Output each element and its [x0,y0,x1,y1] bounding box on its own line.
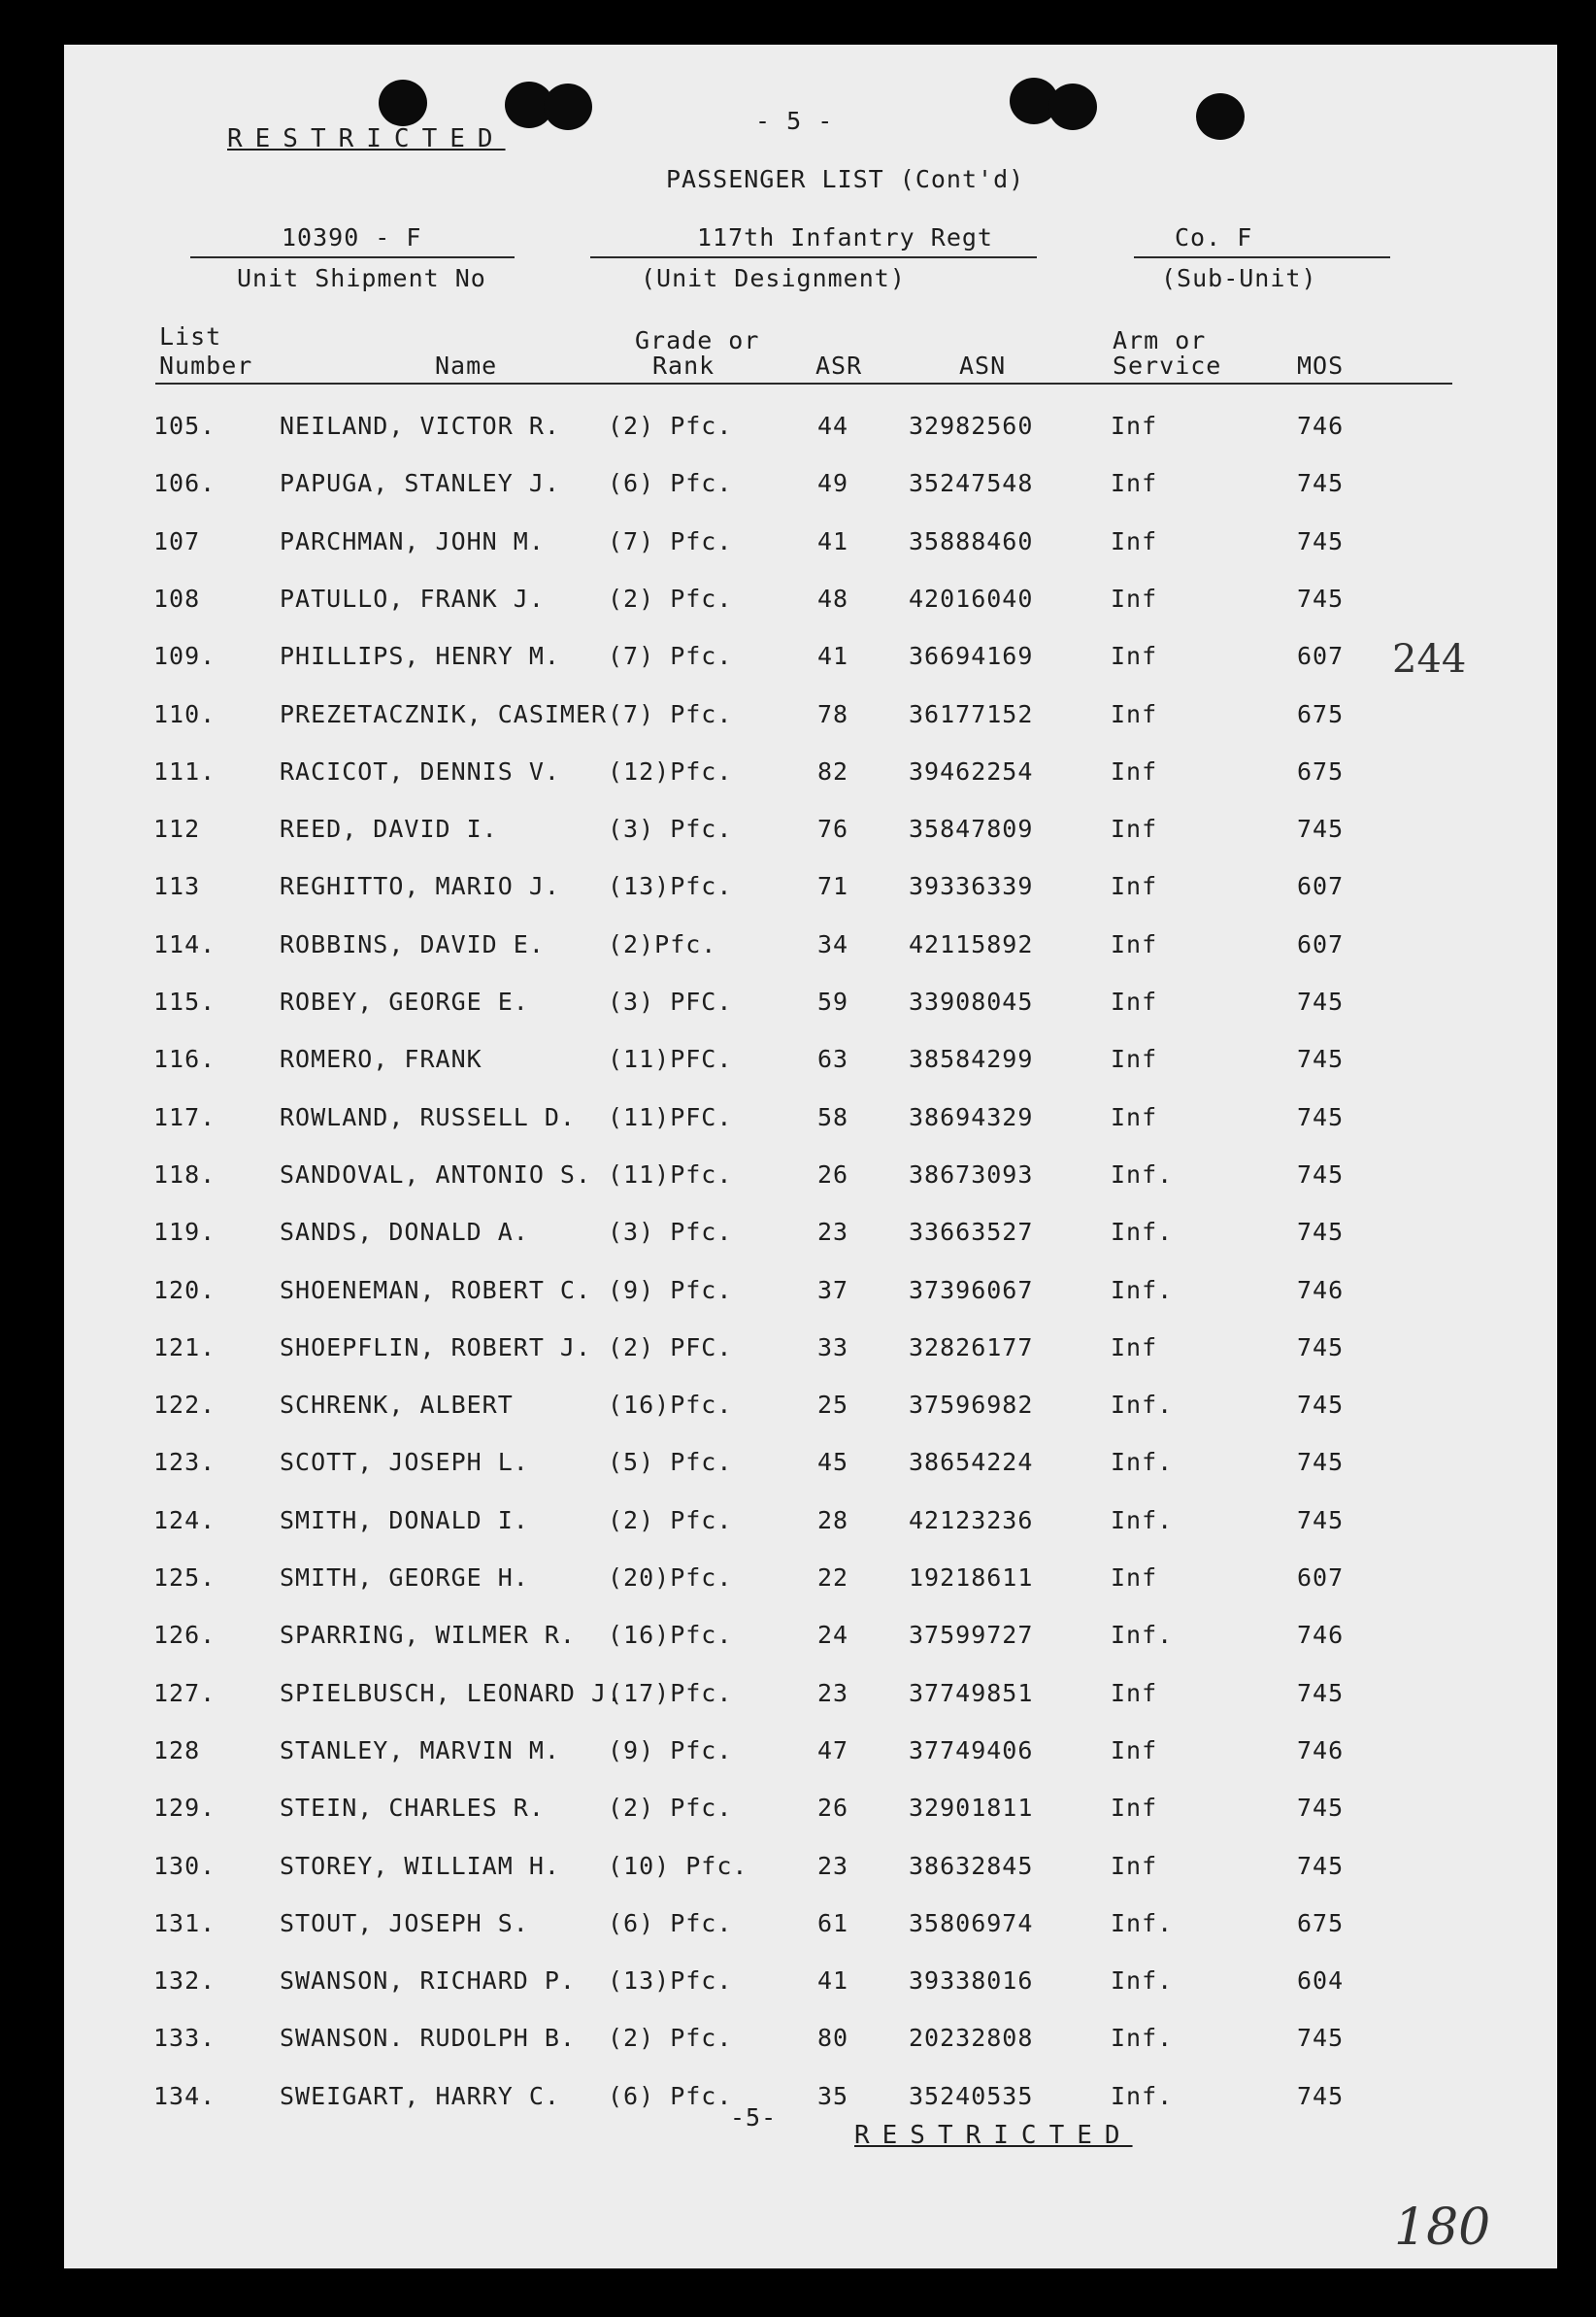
table-row [0,1909,1596,1948]
table-row [0,1391,1596,1429]
asn-number: 38673093 [909,1160,1034,1189]
grade-rank: (17)Pfc. [608,1679,733,1707]
table-row [0,1621,1596,1660]
table-row [0,1103,1596,1142]
passenger-name: REED, DAVID I. [280,815,498,843]
table-row [0,1563,1596,1602]
mos-code: 746 [1297,1736,1345,1764]
arm-service: Inf [1111,469,1158,497]
asr-score: 35 [817,2082,849,2110]
grade-rank: (7) Pfc. [608,527,733,555]
arm-service: Inf [1111,1794,1158,1822]
asr-score: 76 [817,815,849,843]
arm-service: Inf [1111,412,1158,440]
footer-page-mark: -5- [730,2103,778,2132]
mos-code: 745 [1297,527,1345,555]
asr-score: 63 [817,1045,849,1073]
asn-number: 42115892 [909,930,1034,958]
list-number: 134. [153,2082,216,2110]
asr-score: 61 [817,1909,849,1937]
passenger-name: SANDS, DONALD A. [280,1218,529,1246]
passenger-name: SHOENEMAN, ROBERT C. [280,1276,592,1304]
mos-code: 745 [1297,469,1345,497]
arm-service: Inf [1111,1563,1158,1592]
arm-service: Inf [1111,1045,1158,1073]
grade-rank: (13)Pfc. [608,872,733,900]
list-number: 107 [153,527,201,555]
passenger-name: SWANSON, RICHARD P. [280,1966,576,1995]
mos-code: 746 [1297,1276,1345,1304]
arm-service: Inf. [1111,1218,1174,1246]
mos-code: 604 [1297,1966,1345,1995]
asr-score: 28 [817,1506,849,1534]
mos-code: 675 [1297,1909,1345,1937]
list-number: 106. [153,469,216,497]
restricted-header: RESTRICTED [227,124,506,153]
handwritten-side-number: 244 [1392,637,1467,682]
arm-service: Inf. [1111,1621,1174,1649]
grade-rank: (9) Pfc. [608,1276,733,1304]
grade-rank: (2) Pfc. [608,1794,733,1822]
passenger-name: SWANSON. RUDOLPH B. [280,2024,576,2052]
arm-service: Inf [1111,1679,1158,1707]
asr-score: 41 [817,642,849,670]
punch-hole-6 [1196,93,1245,140]
arm-service: Inf. [1111,1506,1174,1534]
grade-rank: (16)Pfc. [608,1391,733,1419]
arm-service: Inf [1111,642,1158,670]
arm-service: Inf [1111,872,1158,900]
mos-code: 745 [1297,1160,1345,1189]
mos-code: 745 [1297,585,1345,613]
unit-designation-label: (Unit Designment) [641,264,906,292]
arm-service: Inf. [1111,1909,1174,1937]
asn-number: 37596982 [909,1391,1034,1419]
mos-code: 745 [1297,1103,1345,1131]
mos-code: 675 [1297,757,1345,786]
arm-service: Inf. [1111,1276,1174,1304]
passenger-name: SPIELBUSCH, LEONARD J. [280,1679,623,1707]
list-number: 113 [153,872,201,900]
arm-service: Inf [1111,815,1158,843]
list-number: 126. [153,1621,216,1649]
passenger-name: SPARRING, WILMER R. [280,1621,576,1649]
grade-rank: (3) Pfc. [608,1218,733,1246]
passenger-name: STOUT, JOSEPH S. [280,1909,529,1937]
arm-service: Inf. [1111,1966,1174,1995]
mos-code: 745 [1297,1333,1345,1361]
asn-number: 33663527 [909,1218,1034,1246]
asn-number: 38632845 [909,1852,1034,1880]
mos-code: 745 [1297,815,1345,843]
col-header-number: Number [159,352,253,380]
grade-rank: (11)PFC. [608,1103,733,1131]
grade-rank: (7) Pfc. [608,642,733,670]
col-header-grade: Grade or [635,326,760,354]
page-number: - 5 - [755,107,834,135]
passenger-name: ROBBINS, DAVID E. [280,930,545,958]
list-number: 127. [153,1679,216,1707]
mos-code: 745 [1297,1506,1345,1534]
asr-score: 78 [817,700,849,728]
passenger-name: STEIN, CHARLES R. [280,1794,545,1822]
arm-service: Inf. [1111,2082,1174,2110]
punch-hole-3 [544,84,592,130]
list-number: 124. [153,1506,216,1534]
asr-score: 41 [817,527,849,555]
table-row [0,469,1596,508]
asr-score: 80 [817,2024,849,2052]
grade-rank: (3) PFC. [608,988,733,1016]
asn-number: 32901811 [909,1794,1034,1822]
grade-rank: (16)Pfc. [608,1621,733,1649]
mos-code: 745 [1297,2082,1345,2110]
col-header-asr: ASR [815,352,863,380]
document-title: PASSENGER LIST (Cont'd) [666,165,1025,193]
asr-score: 58 [817,1103,849,1131]
grade-rank: (2) Pfc. [608,585,733,613]
asn-number: 20232808 [909,2024,1034,2052]
asn-number: 35847809 [909,815,1034,843]
table-row [0,2082,1596,2121]
arm-service: Inf [1111,1333,1158,1361]
table-row [0,1218,1596,1257]
arm-service: Inf [1111,757,1158,786]
table-row [0,2024,1596,2063]
grade-rank: (6) Pfc. [608,469,733,497]
mos-code: 745 [1297,1448,1345,1476]
grade-rank: (3) Pfc. [608,815,733,843]
grade-rank: (2) Pfc. [608,1506,733,1534]
col-header-list: List [159,322,222,351]
mos-code: 745 [1297,1679,1345,1707]
passenger-name: SHOEPFLIN, ROBERT J. [280,1333,592,1361]
unit-shipment-label: Unit Shipment No [237,264,486,292]
asn-number: 35247548 [909,469,1034,497]
list-number: 133. [153,2024,216,2052]
list-number: 115. [153,988,216,1016]
arm-service: Inf. [1111,1448,1174,1476]
table-row [0,1045,1596,1084]
asr-score: 45 [817,1448,849,1476]
grade-rank: (5) Pfc. [608,1448,733,1476]
unit-designation: 117th Infantry Regt [697,223,993,252]
list-number: 109. [153,642,216,670]
list-number: 129. [153,1794,216,1822]
asn-number: 32982560 [909,412,1034,440]
grade-rank: (2) Pfc. [608,412,733,440]
asr-score: 23 [817,1852,849,1880]
asn-number: 39462254 [909,757,1034,786]
asn-number: 35888460 [909,527,1034,555]
arm-service: Inf [1111,1852,1158,1880]
sub-unit-label: (Sub-Unit) [1161,264,1317,292]
punch-hole-1 [379,80,427,126]
asr-score: 47 [817,1736,849,1764]
unit-designation-rule [590,256,1037,258]
passenger-name: ROWLAND, RUSSELL D. [280,1103,576,1131]
asn-number: 37396067 [909,1276,1034,1304]
asn-number: 36177152 [909,700,1034,728]
asr-score: 33 [817,1333,849,1361]
table-row [0,815,1596,854]
asn-number: 39338016 [909,1966,1034,1995]
mos-code: 607 [1297,1563,1345,1592]
asr-score: 22 [817,1563,849,1592]
table-row [0,1333,1596,1372]
list-number: 111. [153,757,216,786]
mos-code: 745 [1297,1045,1345,1073]
passenger-name: STANLEY, MARVIN M. [280,1736,560,1764]
passenger-name: SCHRENK, ALBERT [280,1391,514,1419]
asn-number: 38694329 [909,1103,1034,1131]
grade-rank: (13)Pfc. [608,1966,733,1995]
passenger-name: STOREY, WILLIAM H. [280,1852,560,1880]
list-number: 108 [153,585,201,613]
passenger-name: NEILAND, VICTOR R. [280,412,560,440]
col-header-mos: MOS [1297,352,1345,380]
mos-code: 607 [1297,930,1345,958]
table-row [0,527,1596,566]
table-row [0,1506,1596,1545]
asr-score: 37 [817,1276,849,1304]
passenger-name: SMITH, DONALD I. [280,1506,529,1534]
mos-code: 745 [1297,1391,1345,1419]
grade-rank: (2) Pfc. [608,2024,733,2052]
handwritten-corner-number: 180 [1394,2199,1491,2257]
asr-score: 25 [817,1391,849,1419]
mos-code: 745 [1297,1852,1345,1880]
asn-number: 42123236 [909,1506,1034,1534]
asr-score: 24 [817,1621,849,1649]
asn-number: 32826177 [909,1333,1034,1361]
table-row [0,1736,1596,1775]
table-row [0,1852,1596,1891]
grade-rank: (6) Pfc. [608,2082,733,2110]
list-number: 116. [153,1045,216,1073]
col-header-arm: Arm or [1113,326,1207,354]
list-number: 114. [153,930,216,958]
passenger-name: SWEIGART, HARRY C. [280,2082,560,2110]
passenger-name: SCOTT, JOSEPH L. [280,1448,529,1476]
passenger-name: SANDOVAL, ANTONIO S. [280,1160,592,1189]
asn-number: 33908045 [909,988,1034,1016]
table-row [0,1966,1596,2005]
asn-number: 19218611 [909,1563,1034,1592]
mos-code: 746 [1297,1621,1345,1649]
mos-code: 745 [1297,988,1345,1016]
list-number: 132. [153,1966,216,1995]
asn-number: 38584299 [909,1045,1034,1073]
asn-number: 37599727 [909,1621,1034,1649]
unit-shipment-no: 10390 - F [282,223,422,252]
passenger-name: REGHITTO, MARIO J. [280,872,560,900]
list-number: 105. [153,412,216,440]
table-row [0,1160,1596,1199]
mos-code: 607 [1297,872,1345,900]
mos-code: 745 [1297,2024,1345,2052]
grade-rank: (2)Pfc. [608,930,717,958]
asn-number: 42016040 [909,585,1034,613]
col-header-rank: Rank [652,352,715,380]
grade-rank: (10) Pfc. [608,1852,748,1880]
list-number: 131. [153,1909,216,1937]
list-number: 120. [153,1276,216,1304]
passenger-name: ROBEY, GEORGE E. [280,988,529,1016]
table-row [0,1448,1596,1487]
asr-score: 34 [817,930,849,958]
asr-score: 82 [817,757,849,786]
list-number: 122. [153,1391,216,1419]
list-number: 110. [153,700,216,728]
passenger-name: PATULLO, FRANK J. [280,585,545,613]
grade-rank: (12)Pfc. [608,757,733,786]
punch-hole-5 [1048,84,1097,130]
grade-rank: (11)PFC. [608,1045,733,1073]
table-row [0,1276,1596,1315]
table-row [0,1794,1596,1832]
col-header-name: Name [435,352,498,380]
table-row [0,412,1596,451]
list-number: 117. [153,1103,216,1131]
table-row [0,930,1596,969]
arm-service: Inf [1111,930,1158,958]
list-number: 130. [153,1852,216,1880]
asn-number: 35240535 [909,2082,1034,2110]
arm-service: Inf [1111,700,1158,728]
passenger-name: ROMERO, FRANK [280,1045,482,1073]
passenger-name: RACICOT, DENNIS V. [280,757,560,786]
asn-number: 37749851 [909,1679,1034,1707]
passenger-name: SMITH, GEORGE H. [280,1563,529,1592]
asr-score: 41 [817,1966,849,1995]
table-row [0,872,1596,911]
grade-rank: (20)Pfc. [608,1563,733,1592]
asr-score: 71 [817,872,849,900]
asr-score: 48 [817,585,849,613]
list-number: 121. [153,1333,216,1361]
asr-score: 44 [817,412,849,440]
arm-service: Inf. [1111,2024,1174,2052]
mos-code: 746 [1297,412,1345,440]
table-row [0,1679,1596,1718]
table-row [0,585,1596,623]
sub-unit: Co. F [1175,223,1253,252]
grade-rank: (11)Pfc. [608,1160,733,1189]
grade-rank: (9) Pfc. [608,1736,733,1764]
asr-score: 26 [817,1160,849,1189]
asn-number: 37749406 [909,1736,1034,1764]
table-row [0,700,1596,739]
arm-service: Inf [1111,585,1158,613]
table-row [0,757,1596,796]
col-header-asn: ASN [959,352,1007,380]
col-header-service: Service [1113,352,1222,380]
sub-unit-rule [1134,256,1390,258]
list-number: 112 [153,815,201,843]
asn-number: 38654224 [909,1448,1034,1476]
restricted-footer: RESTRICTED [854,2121,1133,2150]
asr-score: 23 [817,1679,849,1707]
list-number: 119. [153,1218,216,1246]
passenger-name: PARCHMAN, JOHN M. [280,527,545,555]
mos-code: 745 [1297,1218,1345,1246]
mos-code: 745 [1297,1794,1345,1822]
asn-number: 39336339 [909,872,1034,900]
passenger-name: PHILLIPS, HENRY M. [280,642,560,670]
arm-service: Inf [1111,988,1158,1016]
grade-rank: (2) PFC. [608,1333,733,1361]
grade-rank: (7) Pfc. [608,700,733,728]
mos-code: 675 [1297,700,1345,728]
passenger-name: PREZETACZNIK, CASIMER [280,700,608,728]
mos-code: 607 [1297,642,1345,670]
list-number: 128 [153,1736,201,1764]
arm-service: Inf. [1111,1160,1174,1189]
arm-service: Inf [1111,1103,1158,1131]
arm-service: Inf. [1111,1391,1174,1419]
arm-service: Inf [1111,527,1158,555]
list-number: 118. [153,1160,216,1189]
table-row [0,642,1596,681]
asn-number: 35806974 [909,1909,1034,1937]
asr-score: 26 [817,1794,849,1822]
list-number: 125. [153,1563,216,1592]
asr-score: 49 [817,469,849,497]
unit-shipment-rule [190,256,515,258]
table-row [0,988,1596,1026]
asr-score: 23 [817,1218,849,1246]
header-rule [155,383,1452,385]
list-number: 123. [153,1448,216,1476]
passenger-name: PAPUGA, STANLEY J. [280,469,560,497]
arm-service: Inf [1111,1736,1158,1764]
grade-rank: (6) Pfc. [608,1909,733,1937]
asn-number: 36694169 [909,642,1034,670]
asr-score: 59 [817,988,849,1016]
